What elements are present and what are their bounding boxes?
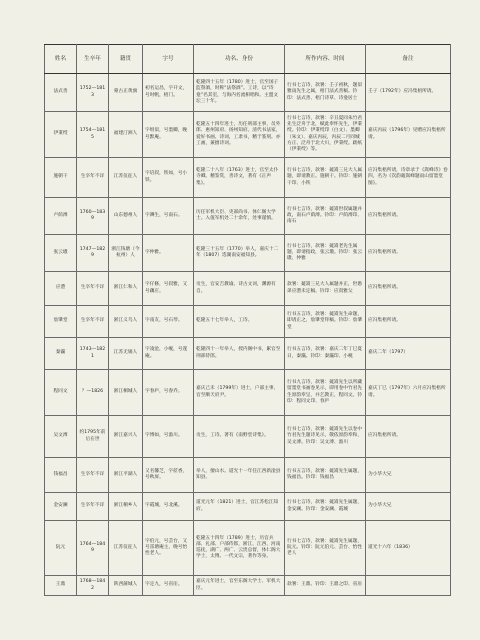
table-cell: 钱福昌	[45, 458, 77, 493]
table-cell: 嘉庆丙辰（1796年）见赠应冯集梧所请。	[366, 112, 451, 158]
table-cell: 道光元年（1821）进士，官江苏松江知府。	[194, 493, 285, 521]
table-cell: 1760—1839	[77, 198, 109, 235]
table-cell: 行书七言诗，款署：壬子初秋，题似雅雨先生之属，梧门法式善稿。钤印：法式善、梧门诗草、诗龛居士	[285, 74, 366, 112]
table-row	[45, 198, 451, 235]
data-table	[44, 44, 451, 596]
table-row	[45, 158, 451, 198]
table-cell: ？—1826	[77, 370, 109, 416]
table-cell: 1747—1829	[77, 235, 109, 272]
table-cell: 行书七言诗，款署：薨嵩先生属题，金安澜。钤印：金安澜、霞城	[285, 493, 366, 521]
table-cell: 江苏仪征人	[109, 158, 143, 198]
table-cell: 约1795年前后在世	[77, 416, 109, 458]
table-cell: 浙江桐城人	[109, 370, 143, 416]
table-header-row	[45, 45, 451, 74]
table-cell	[366, 576, 451, 596]
table-cell: 卢荫溥	[45, 198, 77, 235]
table-cell: 字博如，号澹川。	[143, 416, 194, 458]
table-cell: 行书七言诗，款署：辛丑夏同朱竹君先生泛舟于北，赋此奉怀先生，伊秉绶。钤印：伊秉绶印（白文）、墨卿（朱文）、嘉庆丙辰，丙辰二月同城方正、泛舟于北大川，伊秉绶。跋纸（伊秉绶）等。	[285, 112, 366, 158]
table-cell: 浙江义乌人	[109, 306, 143, 338]
table-cell: 字定九，号省厓。	[143, 576, 194, 596]
table-cell: 福建汀洲人	[109, 112, 143, 158]
table-cell: 蒙古正黄旗	[109, 74, 143, 112]
table-cell: 字伯元，号芸台，又号雷塘庵主，晚号怡性老人。	[143, 521, 194, 576]
table-cell: 乾隆四十五年（1780）进士，官至国子监祭酒，时称“法祭酒”。工诗，以“诗龛”名其室，与海内名流相唱和。主盟文坛三十年。	[194, 74, 285, 112]
table-cell: 款署：王鼎。钤印：王鼎之印、省厓	[285, 576, 366, 596]
table-row	[45, 112, 451, 158]
table-cell: 生卒年不详	[77, 306, 109, 338]
header-cell: 字号	[143, 45, 194, 74]
table-cell: 1764—1849	[77, 521, 109, 576]
header-cell: 功名、身份	[194, 45, 285, 74]
table-cell: 字霞城，号北溪。	[143, 493, 194, 521]
table-row	[45, 272, 451, 306]
table-cell: 江苏无锡人	[109, 338, 143, 370]
table-cell: 浙江桐乡人	[109, 493, 143, 521]
table-cell: 行书七言诗，款署：薨嵩先生属题，阮元。钤印：阮元伯元、芸台、怡性老人	[285, 521, 366, 576]
table-cell: 生卒年不详	[77, 458, 109, 493]
table-cell: 又名馨芝，字茝香，号秋屏。	[143, 458, 194, 493]
table-cell: 道光十六年（1836）	[366, 521, 451, 576]
table-cell: 1754—1815	[77, 112, 109, 158]
table-cell: 应冯集梧所请，诗章录于《嵩峰诗》卷四，名为《次韵薨嵩峰题雨山留墨堂图》。	[366, 158, 451, 198]
table-cell: 应冯集梧所请。	[366, 272, 451, 306]
table-cell: 山东德州人	[109, 198, 143, 235]
table-cell: 詹肇堂	[45, 306, 77, 338]
table-cell: 应冯集梧所请。	[366, 306, 451, 338]
table-cell: 行书七言诗，款署：薨嵩老先生属题，即请指政，张云璈。钤印：张云璈、仲雅	[285, 235, 366, 272]
table-cell: 字仲雅。	[143, 235, 194, 272]
table-cell: 1743—1821	[77, 338, 109, 370]
table-cell: 嘉庆二年（1797）	[366, 338, 451, 370]
table-cell: 应冯集梧所请。	[366, 235, 451, 272]
table-cell: 历任军机大臣、吏部尚书、体仁阁大学士。入值军机处二十余年，处事谨慎。	[194, 198, 285, 235]
table-cell: 施朝干	[45, 158, 77, 198]
table-cell: 1768—1842	[77, 576, 109, 596]
table-body	[45, 74, 451, 596]
table-cell: 壬子（1792年）应冯集梧所请。	[366, 74, 451, 112]
table-cell: 法式善	[45, 74, 77, 112]
table-cell: 字仔修，号叔雅，又号藕庄。	[143, 272, 194, 306]
table-cell: 浙江嘉兴人	[109, 416, 143, 458]
table-cell: 行书七言诗，款署：薨嵩先生以卷中竹君先生题诗见示，敬依原韵奉和，吴文溥。钤印：吴文溥、澹川	[285, 416, 366, 458]
table-cell: 生卒年不详	[77, 493, 109, 521]
table-row	[45, 338, 451, 370]
header-cell: 生卒年	[77, 45, 109, 74]
table-cell: 行书七言诗，款署：薨嵩三兄大人属题，即请教正。施朝干。钤印：施朝干印、小铁	[285, 158, 366, 198]
table-cell: 字凌沧，小岘，号遂庵。	[143, 338, 194, 370]
table-cell: 金安澜	[45, 493, 77, 521]
table-cell: 款署：薨嵩三兄大人属题并正，世愚弟应澧未定稿。钤印：应叔雅父	[285, 272, 366, 306]
table-cell: 字霽生，号南石。	[143, 198, 194, 235]
table-cell: 为小华大兄	[366, 458, 451, 493]
table-cell: 乾隆五十四年（1789）进士，历官兵部、礼部、户部侍郎，浙江、江西、河南巡抚，湖广、两广、云贵总督，体仁阁大学士，太傅。一代文宗，著作等身。	[194, 521, 285, 576]
table-cell: 字培叔，铁如，号小铁。	[143, 158, 194, 198]
table-row	[45, 521, 451, 576]
table-row	[45, 370, 451, 416]
table-cell: 为小华大兄	[366, 493, 451, 521]
table-cell: 行书五言诗，款署：薨嵩先生命题，即请正之，詹肇堂拜稿。钤印：詹肇堂	[285, 306, 366, 338]
table-cell: 乾隆三十五年（1770）举人，嘉庆十二年（1807）选湖南安福知县。	[194, 235, 285, 272]
table-cell: 秦瀛	[45, 338, 77, 370]
table-cell: 浙江仁和人	[109, 272, 143, 306]
table-cell: 江苏仪征人	[109, 521, 143, 576]
table-cell: 陕西蒲城人	[109, 576, 143, 596]
header-cell: 备注	[366, 45, 451, 74]
table-cell: 字组似，号墨卿，晚号默庵。	[143, 112, 194, 158]
table-row	[45, 576, 451, 596]
table-cell: 嘉庆丁巳（1797年）六月应冯集梧所请。	[366, 370, 451, 416]
table-cell: 贡生，工诗。著有《南野堂诗集》。	[194, 416, 285, 458]
table-cell: 应冯集梧所请。	[366, 198, 451, 235]
table-cell: 字南友，号石琴。	[143, 306, 194, 338]
table-row	[45, 235, 451, 272]
table-cell: 王鼎	[45, 576, 77, 596]
header-cell: 姓名	[45, 45, 77, 74]
table-cell: 浙江平湖人	[109, 458, 143, 493]
table-cell: 乾隆五十四年进士，历任刑部主事，员外郎、惠州知府、扬州知府。清代书法家，爱好书画、诗词，工隶书，精于篆刻。亦工画，兼擅诗词。	[194, 112, 285, 158]
table-row	[45, 416, 451, 458]
table-cell: 生卒年不详	[77, 272, 109, 306]
table-cell: 应冯集梧所请。	[366, 416, 451, 458]
table-cell: 应澧	[45, 272, 77, 306]
table-cell: 嘉庆元年进士，官至东阁大学士、军机大臣。	[194, 576, 285, 596]
table-cell: 行书五言诗，款署：嘉庆二年丁巳夏日，秦瀛。钤印：秦瀛印、小岘	[285, 338, 366, 370]
table-cell: 行书五言诗，款署：薨嵩先生属题，钱福昌。钤印：钱福昌	[285, 458, 366, 493]
table-row	[45, 306, 451, 338]
table-cell: 举人，擅山水。道光十一年任江西新淦县知县。	[194, 458, 285, 493]
table-cell: 伊秉绶	[45, 112, 77, 158]
table-cell: 行书九言诗，款署：薨嵩先生以所藏留墨堂书画卷见示，即用卷中竹君先生原韵奉呈，并乞教正，程同文。钤印：程同文印、春庐	[285, 370, 366, 416]
table-row	[45, 74, 451, 112]
table-cell: 生卒年不详	[77, 158, 109, 198]
header-cell: 所作内容、时间	[285, 45, 366, 74]
header-cell: 籍贯	[109, 45, 143, 74]
table-cell: 字春庐，号春乔。	[143, 370, 194, 416]
table-cell: 行书七言诗，款署：薨嵩世叔属题并政，南石卢荫溥。钤印：卢荫溥印、南石	[285, 198, 366, 235]
table-cell: 乾隆五十七年举人，工诗。	[194, 306, 285, 338]
table-cell: 浙江钱塘（今杭州）人	[109, 235, 143, 272]
table-cell: 嘉庆己未（1799年）进士，户部主事，官至顺天府尹。	[194, 370, 285, 416]
table-cell: 程同文	[45, 370, 77, 416]
table-row	[45, 458, 451, 493]
table-cell: 阮元	[45, 521, 77, 576]
table-cell: 1752—1813	[77, 74, 109, 112]
table-cell: 贡生，官安吉教谕。诗古文词，渊源有自。	[194, 272, 285, 306]
table-cell: 张云璈	[45, 235, 77, 272]
table-cell: 乾隆四十一年举人，授内阁中书，累官至刑部侍郎。	[194, 338, 285, 370]
table-cell: 初名运昌，字开文，号时帆，梧门。	[143, 74, 194, 112]
table-cell: 吴文溥	[45, 416, 77, 458]
table-cell: 乾隆二十八年（1763）进士，官至太仆寺卿。精鉴赏，善诗文，著有《正声集》。	[194, 158, 285, 198]
table-row	[45, 493, 451, 521]
